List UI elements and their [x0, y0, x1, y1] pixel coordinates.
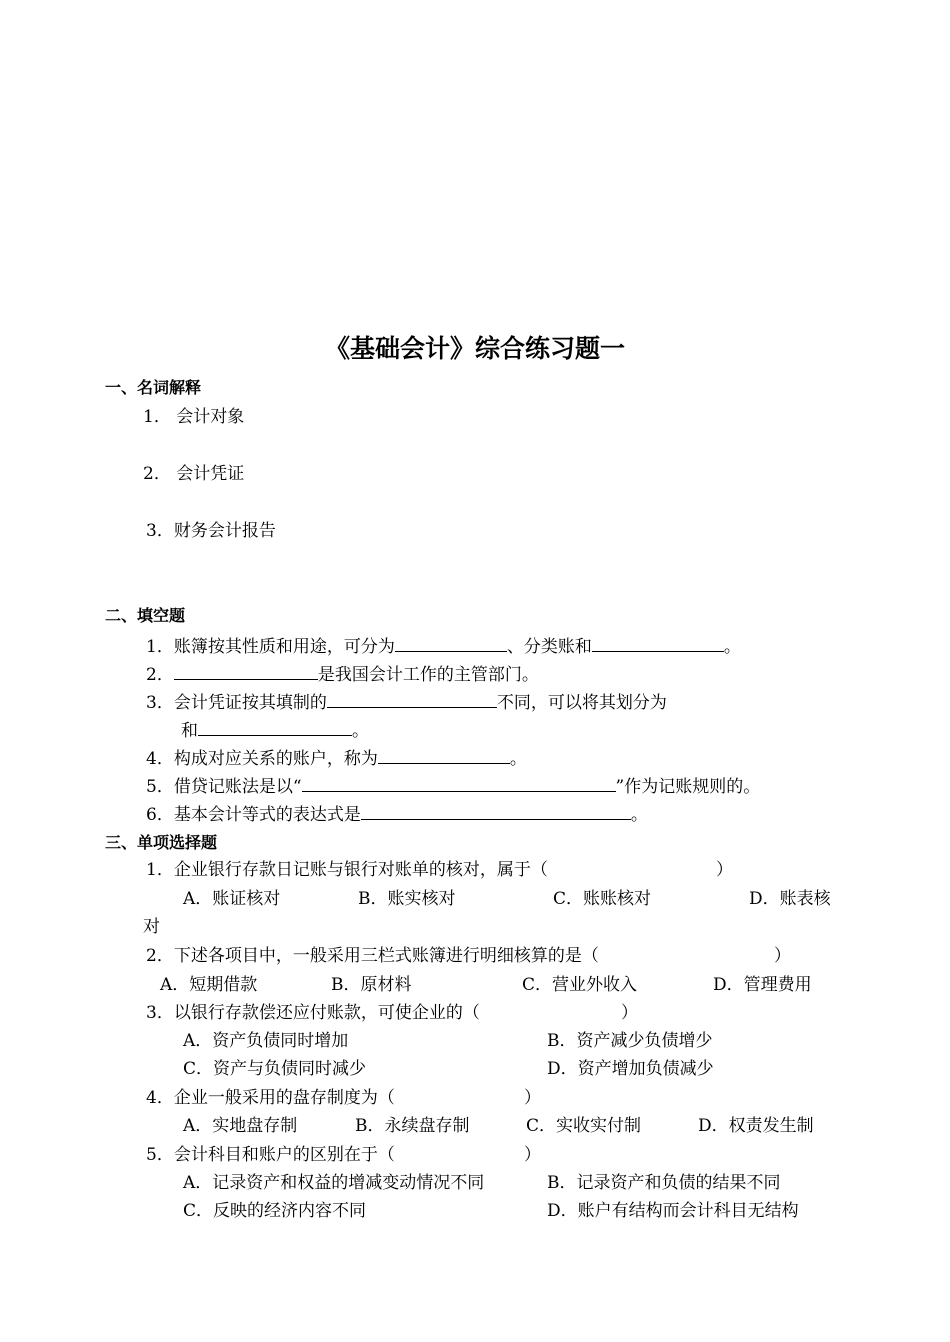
question-text: 不同，可以将其划分为	[496, 693, 667, 713]
term-item: 3．财务会计报告	[146, 521, 276, 541]
option-a[interactable]: A．账证核对	[183, 889, 281, 909]
option-c[interactable]: C．资产与负债同时减少	[183, 1059, 367, 1079]
answer-blank[interactable]	[395, 634, 507, 652]
question-text: 5．借贷记账法是以“	[146, 777, 302, 797]
option-b[interactable]: B．账实核对	[358, 889, 456, 909]
question-text: 1．账簿按其性质和用途，可分为	[146, 637, 395, 657]
answer-paren-close: ）	[524, 1145, 541, 1165]
answer-blank[interactable]	[378, 746, 510, 764]
section-heading-fill: 二、填空题	[105, 606, 186, 625]
option-b[interactable]: B．记录资产和负债的结果不同	[547, 1173, 781, 1193]
choice-question-stem: 1．企业银行存款日记账与银行对账单的核对，属于（	[146, 860, 548, 880]
question-text: 。	[509, 749, 527, 769]
option-a[interactable]: A．资产负债同时增加	[183, 1031, 349, 1051]
option-d[interactable]: D．权责发生制	[698, 1116, 814, 1136]
choice-question-stem: 5．会计科目和账户的区别在于（	[146, 1145, 395, 1165]
question-number: 2．	[146, 665, 174, 685]
answer-blank[interactable]	[174, 662, 318, 680]
option-d[interactable]: D．账表核	[749, 889, 831, 909]
option-d-wrap: 对	[143, 917, 160, 937]
fill-question	[146, 690, 667, 714]
option-a[interactable]: A．记录资产和权益的增减变动情况不同	[183, 1173, 485, 1193]
fill-question	[146, 634, 741, 658]
question-text: 6．基本会计等式的表达式是	[146, 805, 361, 825]
answer-blank[interactable]	[198, 718, 352, 736]
question-text: 和	[181, 721, 198, 741]
question-text: 4．构成对应关系的账户，称为	[146, 749, 378, 769]
question-text: 。	[352, 721, 369, 741]
question-text: 是我国会计工作的主管部门。	[317, 665, 539, 685]
section-heading-choice: 三、单项选择题	[105, 833, 218, 852]
option-d[interactable]: D．账户有结构而会计科目无结构	[547, 1201, 799, 1221]
option-b[interactable]: B．资产减少负债增少	[547, 1031, 713, 1051]
fill-question	[146, 774, 760, 798]
term-item: 2． 会计凭证	[143, 464, 245, 484]
page-title: 《基础会计》综合练习题一	[324, 334, 625, 363]
answer-blank[interactable]	[592, 634, 724, 652]
answer-paren-close: ）	[716, 860, 733, 880]
answer-blank[interactable]	[361, 802, 631, 820]
option-c[interactable]: C．反映的经济内容不同	[183, 1201, 367, 1221]
term-item: 1． 会计对象	[143, 407, 245, 427]
option-d[interactable]: D．管理费用	[713, 975, 812, 995]
question-text: 。	[723, 637, 741, 657]
answer-blank[interactable]	[302, 774, 616, 792]
choice-question-stem: 2．下述各项目中，一般采用三栏式账簿进行明细核算的是（	[146, 946, 599, 966]
question-text: 。	[630, 805, 648, 825]
fill-question	[146, 662, 539, 686]
option-b[interactable]: B．原材料	[331, 975, 412, 995]
choice-question-stem: 3．以银行存款偿还应付账款，可使企业的（	[146, 1003, 480, 1023]
fill-question	[146, 802, 648, 826]
option-c[interactable]: C．账账核对	[553, 889, 652, 909]
fill-question	[146, 746, 527, 770]
section-heading-terms: 一、名词解释	[105, 378, 202, 397]
choice-question-stem: 4．企业一般采用的盘存制度为（	[146, 1088, 395, 1108]
fill-question-continued	[181, 718, 369, 742]
answer-paren-close: ）	[524, 1088, 541, 1108]
option-c[interactable]: C．实收实付制	[526, 1116, 642, 1136]
option-c[interactable]: C．营业外收入	[522, 975, 638, 995]
answer-blank[interactable]	[327, 690, 497, 708]
answer-paren-close: ）	[621, 1003, 638, 1023]
option-b[interactable]: B．永续盘存制	[355, 1116, 470, 1136]
option-a[interactable]: A．短期借款	[160, 975, 258, 995]
question-text: 、分类账和	[506, 637, 592, 657]
question-text: 3．会计凭证按其填制的	[146, 693, 327, 713]
option-a[interactable]: A．实地盘存制	[183, 1116, 298, 1136]
question-text: ”作为记账规则的。	[615, 777, 761, 797]
option-d[interactable]: D．资产增加负债减少	[547, 1059, 714, 1079]
answer-paren-close: ）	[774, 946, 791, 966]
